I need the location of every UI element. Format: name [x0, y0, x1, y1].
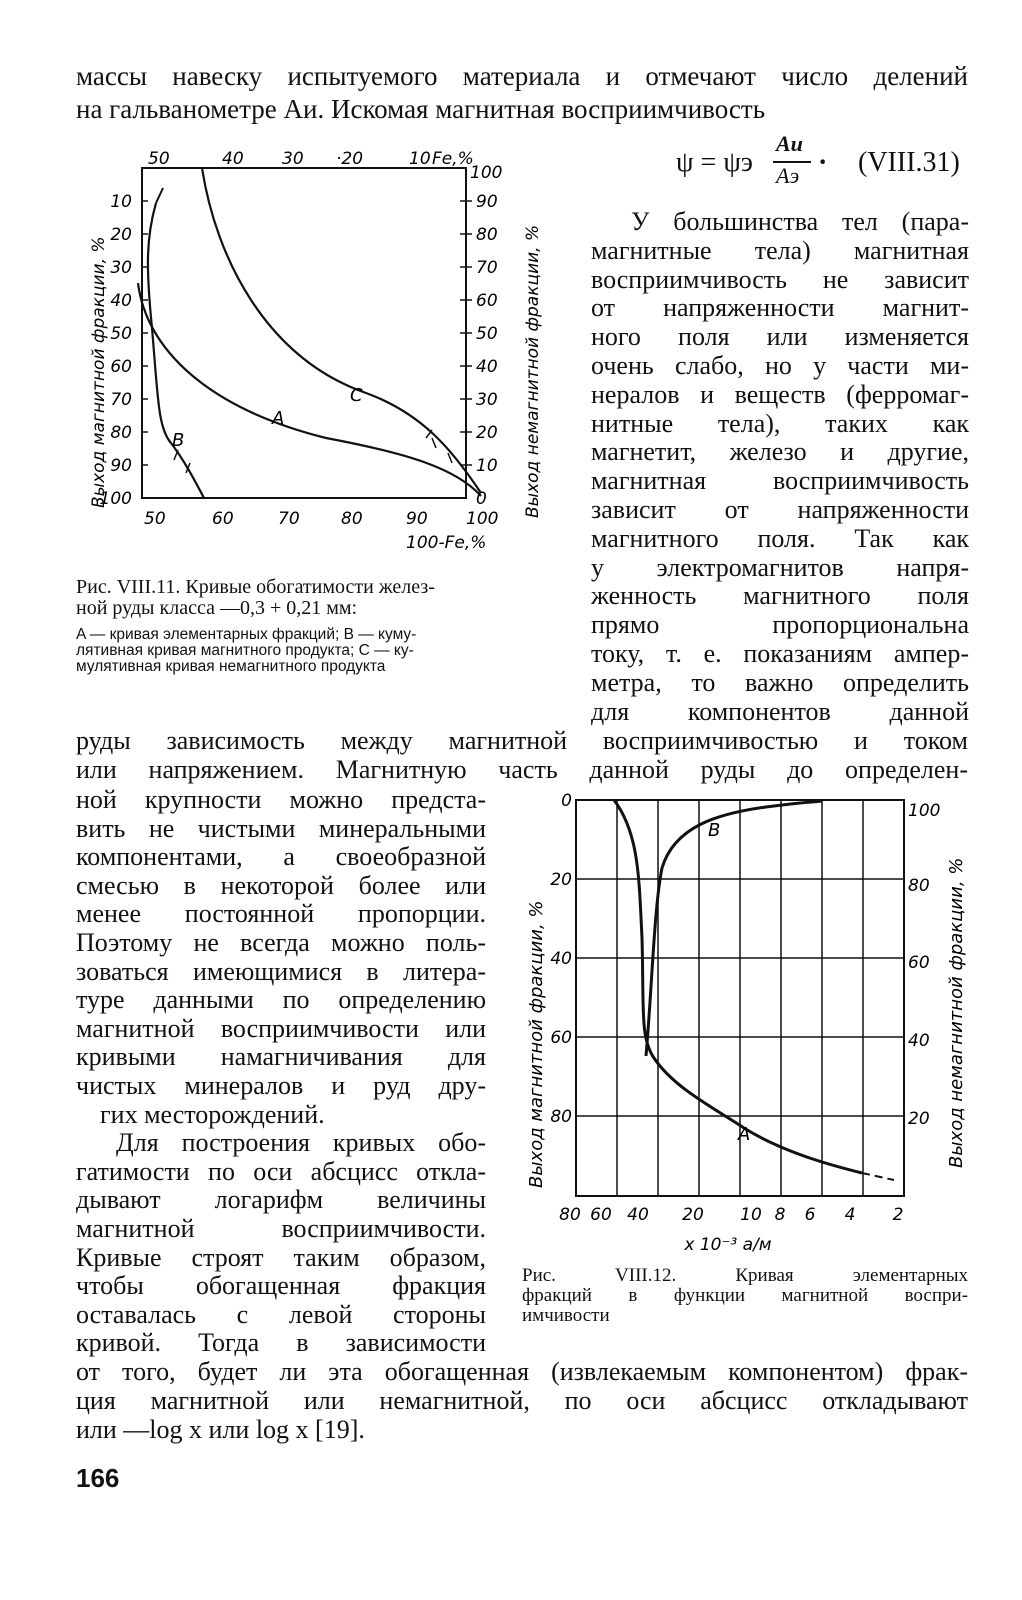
right-tick-label: 100	[470, 163, 503, 183]
x-axis-label: x 10⁻³ а/м	[684, 1235, 772, 1255]
text-line: У большинства тел (пара-	[631, 207, 969, 236]
left-tick-label: 80	[110, 423, 132, 443]
text-line: ного поля или изменяется	[591, 322, 969, 352]
top-tick-label: ·20	[336, 149, 364, 169]
curve-label-c: C	[350, 385, 363, 406]
formula-viii-31	[676, 131, 969, 195]
curve-label-b: B	[172, 430, 185, 451]
curve-b	[646, 801, 822, 1056]
left-tick-label: 70	[110, 390, 132, 410]
bottom-tick-label: 90	[406, 509, 428, 529]
text-line: на гальванометре Aи. Искомая магнитная восприимчивость	[76, 94, 766, 124]
text-line: для компонентов данной	[591, 696, 969, 726]
curve-c	[202, 168, 481, 493]
text-line: ной крупности можно предста-	[76, 785, 486, 814]
right-tick-label: 60	[476, 291, 498, 311]
top-tick-label: 40	[222, 149, 244, 169]
text-line: руды зависимость между магнитной восприимчивостью и током	[76, 726, 968, 755]
left-axis-label: Выход магнитной фракции, %	[89, 236, 109, 508]
text-line: или —log x или log x [19].	[76, 1415, 365, 1444]
text-line: дывают логарифм величины	[76, 1185, 486, 1215]
right-tick-label: 60	[908, 953, 930, 973]
left-tick-label: 60	[550, 1028, 572, 1048]
left-tick-label: 60	[110, 357, 132, 377]
right-tick-label: 10	[476, 456, 498, 476]
bottom-tick-label: 60	[212, 509, 234, 529]
text-line: смесью в некоторой более или	[76, 870, 486, 900]
x-tick-label: 60	[590, 1205, 612, 1225]
text-line: кривыми намагничивания для	[76, 1042, 486, 1072]
text-line: компонентами, а своеобразной	[76, 842, 486, 872]
text-line: гих месторождений.	[100, 1099, 325, 1129]
right-tick-label: 80	[908, 876, 930, 896]
x-tick-label: 10	[740, 1205, 762, 1225]
right-tick-label: 100	[908, 801, 941, 821]
figure-viii-12-caption	[522, 1266, 968, 1326]
caption-line: имчивости	[522, 1305, 610, 1326]
text-line: или напряжением. Магнитную часть данной руды до определен-	[76, 755, 968, 784]
left-tick-label: 100	[99, 489, 132, 509]
x-tick-label: 80	[559, 1205, 581, 1225]
right-tick-label: 20	[908, 1109, 930, 1129]
left-tick-label: 90	[110, 456, 132, 476]
caption-title: ной руды класса —0,3 + 0,21 мм:	[76, 597, 358, 619]
text-line: метра, то важно определить	[591, 667, 969, 697]
right-tick-label: 20	[476, 423, 498, 443]
text-line: магнитная восприимчивость	[591, 466, 969, 496]
caption-legend-line: A — кривая элементарных фракций; B — куму-	[76, 626, 417, 643]
formula-dot: ·	[818, 147, 828, 178]
left-tick-label: 30	[110, 258, 132, 278]
x-tick-label: 6	[804, 1205, 816, 1225]
right-axis-label: Выход немагнитной фракции, %	[523, 224, 543, 518]
left-tick-label: 0	[561, 791, 572, 811]
top-unit-label: Fe,%	[432, 149, 474, 169]
text-line: зависит от напряженности	[591, 494, 969, 524]
top-tick-label: 10	[409, 149, 431, 169]
text-line: магнитные тела) магнитная	[591, 235, 969, 265]
text-line: гатимости по оси абсцисс откла-	[76, 1156, 486, 1186]
left-tick-label: 20	[110, 225, 132, 245]
bottom-tick-label: 80	[341, 509, 363, 529]
right-tick-label: 40	[476, 357, 498, 377]
left-tick-label: 40	[110, 291, 132, 311]
right-tick-label: 50	[476, 324, 498, 344]
curve-label-a: A	[272, 408, 285, 429]
text-line: менее постоянной пропорции.	[76, 899, 486, 929]
text-line: очень слабо, но у части ми-	[591, 350, 969, 380]
formula-lhs: ψ = ψэ	[676, 147, 753, 178]
text-line: Для построения кривых обо-	[116, 1128, 486, 1158]
curve-b-top	[156, 188, 163, 203]
x-tick-label: 40	[627, 1205, 649, 1225]
text-line: Поэтому не всегда можно поль-	[76, 927, 486, 957]
text-line: нералов и веществ (ферромаг-	[591, 379, 969, 409]
text-line: вить не чистыми минеральными	[76, 813, 486, 843]
caption-title: Рис. VIII.11. Кривые обогатимости желез-	[76, 576, 435, 598]
text-line: у электромагнитов напря-	[591, 552, 969, 582]
x-tick-label: 2	[892, 1205, 904, 1225]
text-line: Кривые строят таким образом,	[76, 1242, 486, 1272]
bottom-tick-label: 50	[144, 509, 166, 529]
text-line: магнитного поля. Так как	[591, 523, 969, 553]
curve-label-b: B	[708, 820, 721, 841]
bottom-axis-label: 100-Fe,%	[406, 533, 487, 553]
left-tick-label: 50	[110, 324, 132, 344]
text-line: чтобы обогащенная фракция	[76, 1271, 486, 1301]
text-line: оставалась с левой стороны	[76, 1299, 486, 1329]
text-line: женность магнитного поля	[591, 581, 969, 611]
bottom-tick-label: 70	[278, 509, 300, 529]
curve-label-a: A	[738, 1124, 751, 1145]
left-tick-label: 40	[550, 949, 572, 969]
text-line: зоваться имеющимися в литера-	[76, 956, 486, 986]
right-tick-label: 0	[476, 489, 487, 509]
plot-frame	[142, 168, 466, 498]
curve-a-dashed	[862, 1173, 894, 1180]
figure-viii-12	[514, 788, 974, 1258]
text-line: магнетит, железо и другие,	[591, 437, 969, 467]
text-line: туре данными по определению	[76, 985, 486, 1015]
curve-tick-marks	[174, 430, 452, 473]
formula-number: (VIII.31)	[858, 147, 960, 178]
text-line: току, т. е. показаниям ампер-	[591, 638, 969, 668]
text-line: магнитной восприимчивости.	[76, 1213, 486, 1243]
formula-numerator: Aи	[776, 131, 803, 156]
left-tick-label: 20	[550, 870, 572, 890]
x-tick-label: 4	[844, 1205, 856, 1225]
text-line: кривой. Тогда в зависимости	[76, 1328, 486, 1358]
text-line: массы навеску испытуемого материала и отмечают число делений	[76, 61, 968, 91]
caption-line: фракций в функции магнитной воспри-	[522, 1285, 968, 1306]
x-tick-label: 20	[682, 1205, 704, 1225]
right-tick-label: 30	[476, 390, 498, 410]
figure-viii-11	[76, 148, 566, 553]
text-line: от того, будет ли эта обогащенная (извлекаемым компонентом) фрак-	[76, 1357, 968, 1386]
top-tick-label: 30	[282, 149, 304, 169]
left-tick-label: 10	[110, 192, 132, 212]
left-tick-label: 80	[550, 1107, 572, 1127]
formula-denominator: Aэ	[776, 163, 800, 188]
caption-line: Рис. VIII.12. Кривая элементарных	[522, 1265, 968, 1286]
text-line: прямо пропорциональна	[591, 610, 969, 640]
caption-legend-line: мулятивная кривая немагнитного продукта	[76, 658, 386, 675]
right-column-text	[591, 208, 969, 726]
right-axis-label: Выход немагнитной фракции, %	[946, 857, 967, 1168]
top-tick-label: 50	[148, 149, 170, 169]
right-tick-label: 70	[476, 258, 498, 278]
text-line: магнитной восприимчивости или	[76, 1013, 486, 1043]
text-line: от напряженности магнит-	[591, 293, 969, 323]
left-column-text	[76, 786, 486, 1358]
text-line: нитные тела), таких как	[591, 408, 969, 438]
page-number: 166	[76, 1463, 120, 1493]
text-line: чистых минералов и руд дру-	[76, 1070, 486, 1100]
figure-viii-11-caption	[76, 577, 558, 675]
right-tick-label: 80	[476, 225, 498, 245]
left-axis-label: Выход магнитной фракции, %	[526, 900, 547, 1188]
text-line: восприимчивость не зависит	[591, 264, 969, 294]
bottom-tick-label: 100	[466, 509, 499, 529]
right-tick-label: 40	[908, 1031, 930, 1051]
text-line: ция магнитной или немагнитной, по оси абсцисс откладывают	[76, 1386, 968, 1415]
x-tick-label: 8	[774, 1205, 786, 1225]
right-tick-label: 90	[476, 192, 498, 212]
caption-legend-line: лятивная кривая магнитного продукта; C — ку-	[76, 642, 414, 659]
